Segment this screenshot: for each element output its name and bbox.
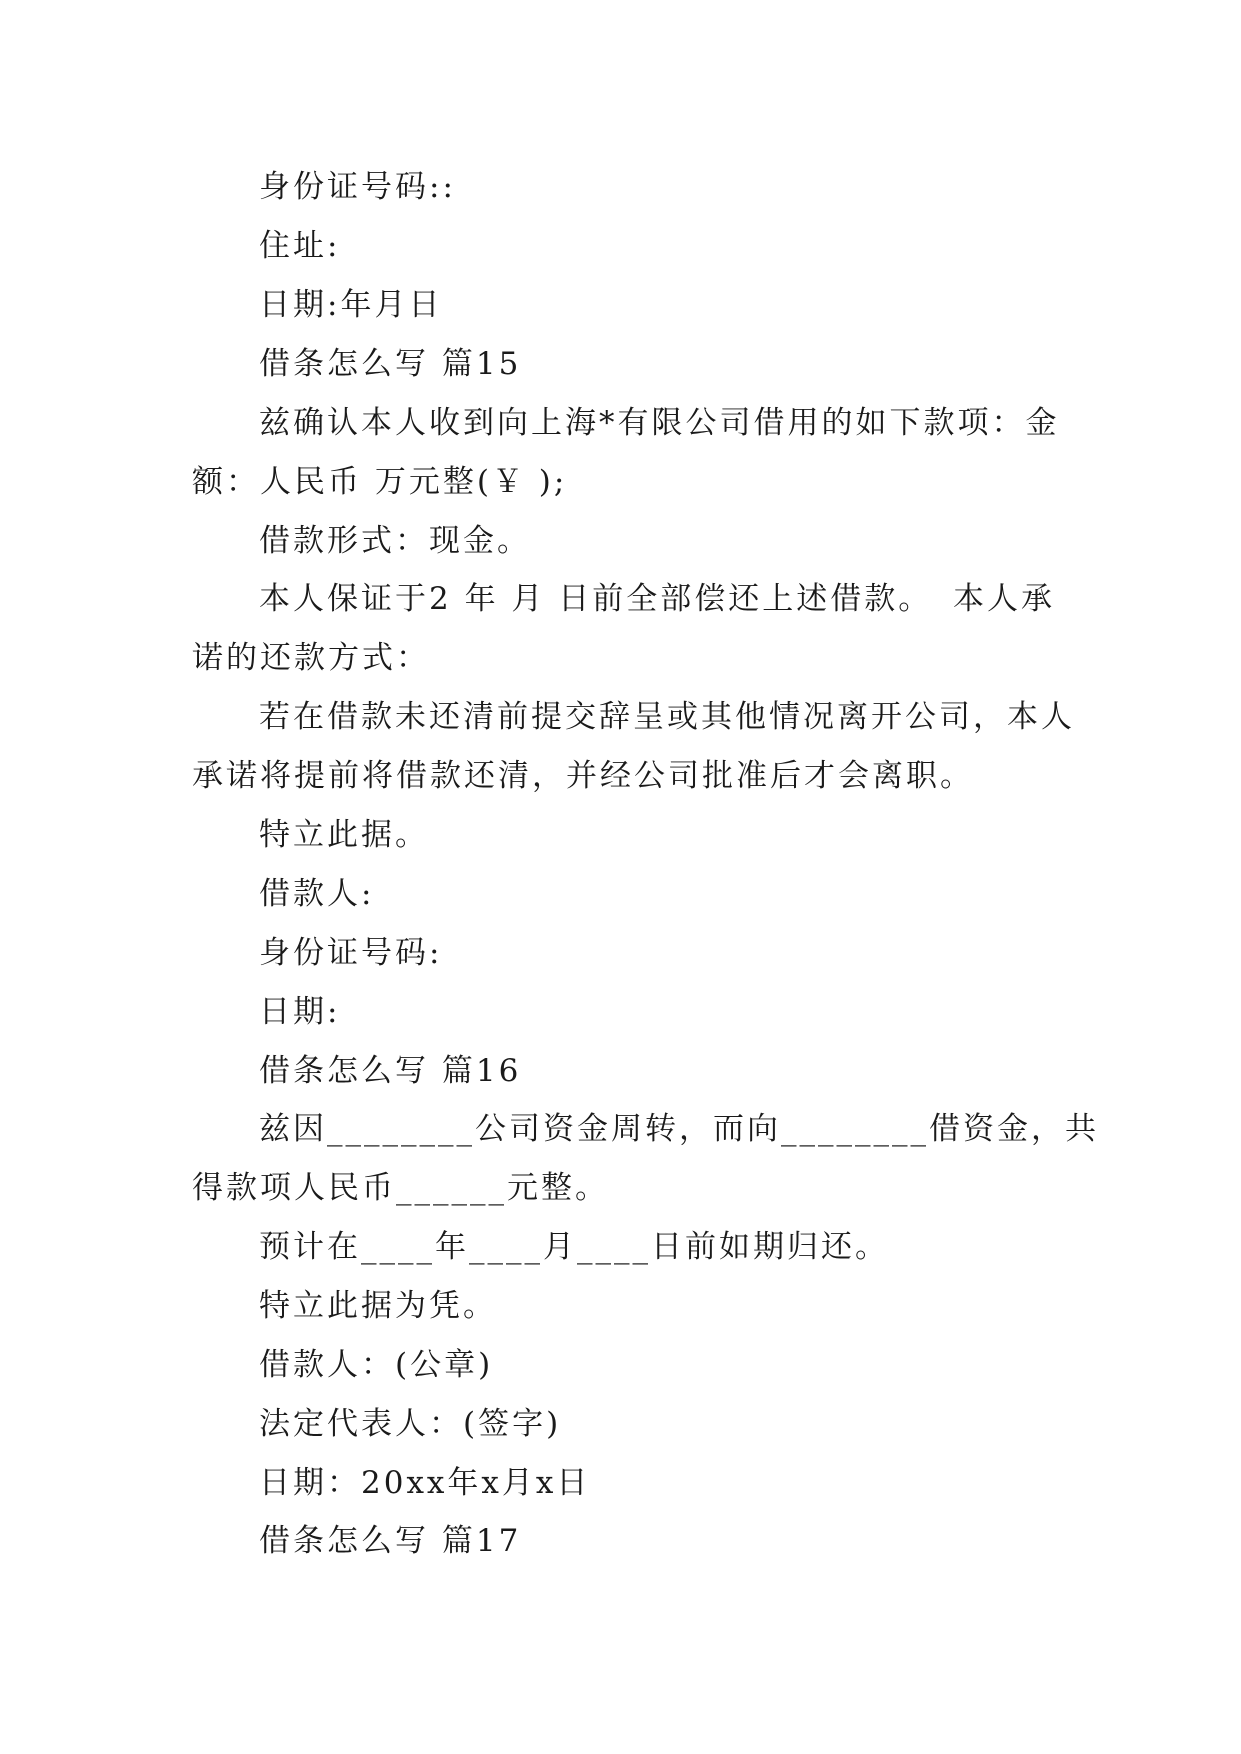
amount-line: 额：人民币 万元整(￥ ); bbox=[192, 464, 568, 500]
section-heading-15: 借条怎么写 篇15 bbox=[259, 346, 522, 382]
loan-reason-line-2: 得款项人民币______元整。 bbox=[192, 1170, 609, 1206]
paragraph-confirm-tail: 金 bbox=[1025, 405, 1060, 441]
borrower-line: 借款人: bbox=[259, 876, 375, 912]
paragraph-confirm-text: 兹确认本人收到向上海*有限公司借用的如下款项： bbox=[259, 405, 1026, 441]
resignation-line-1: 若在借款未还清前提交辞呈或其他情况离开公司，本人 bbox=[259, 699, 1075, 735]
date-line-3: 日期：20xx年x月x日 bbox=[259, 1465, 591, 1501]
legal-rep-line: 法定代表人：(签字) bbox=[259, 1406, 562, 1442]
paragraph-confirm-line bbox=[0, 393, 1241, 453]
loan-form-line: 借款形式：现金。 bbox=[259, 523, 531, 559]
address-line: 住址: bbox=[259, 228, 341, 264]
id-number-line: 身份证号码:: bbox=[259, 169, 456, 205]
due-date-line: 预计在____年____月____日前如期归还。 bbox=[259, 1229, 889, 1265]
date-line: 日期:年月日 bbox=[259, 287, 443, 323]
guarantee-tail: 本人承 bbox=[953, 581, 1055, 617]
loan-reason-line-1: 兹因________公司资金周转，而向________借资金，共 bbox=[259, 1111, 1099, 1147]
id-number-line-2: 身份证号码: bbox=[259, 935, 443, 971]
voucher-statement-line: 特立此据为凭。 bbox=[259, 1288, 497, 1324]
special-statement-line: 特立此据。 bbox=[259, 817, 429, 853]
section-heading-17: 借条怎么写 篇17 bbox=[259, 1523, 522, 1559]
borrower-seal-line: 借款人：(公章) bbox=[259, 1347, 494, 1383]
section-heading-16: 借条怎么写 篇16 bbox=[259, 1053, 522, 1089]
repayment-method-line: 诺的还款方式： bbox=[192, 640, 430, 676]
guarantee-text: 本人保证于2 年 月 日前全部偿还上述借款。 bbox=[259, 581, 933, 617]
resignation-line-2: 承诺将提前将借款还清，并经公司批准后才会离职。 bbox=[192, 758, 974, 794]
date-line-2: 日期: bbox=[259, 994, 341, 1030]
guarantee-line bbox=[0, 569, 1241, 629]
